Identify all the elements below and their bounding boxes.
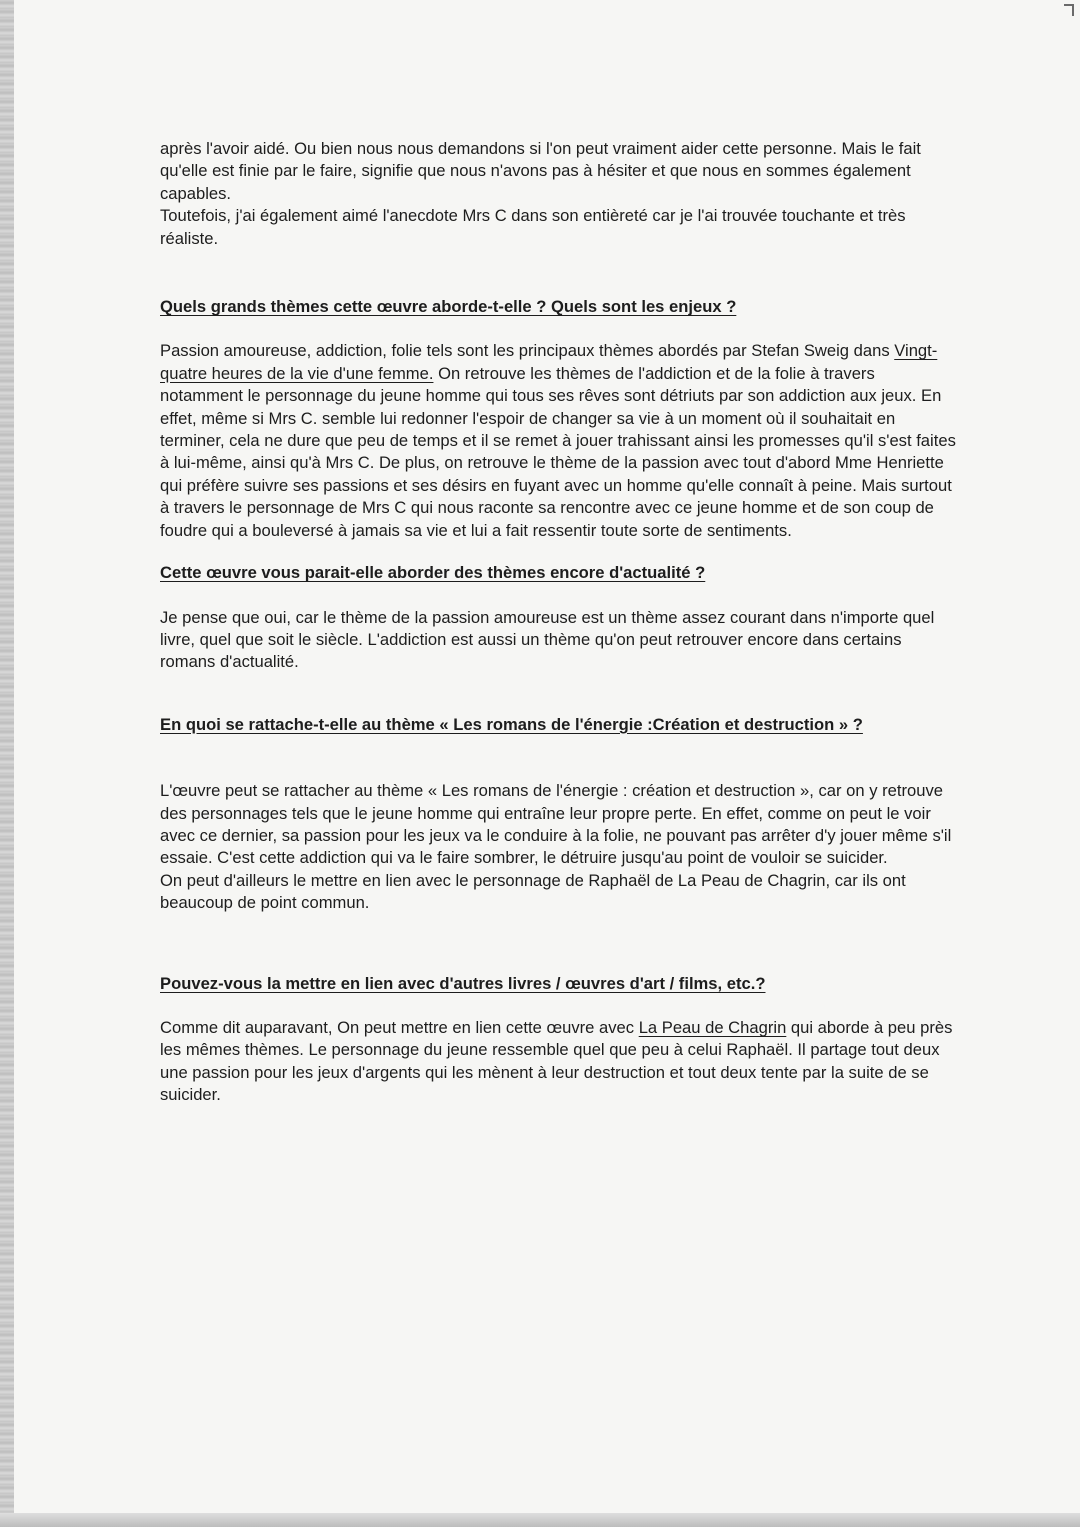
body-text: Passion amoureuse, addiction, folie tels sont les principaux thèmes abordés par Stefan Sweig dans — [160, 341, 895, 361]
document-body — [160, 138, 960, 1107]
page-corner-mark — [1064, 4, 1074, 16]
section-body-energie: L'œuvre peut se rattacher au thème « Les romans de l'énergie : création et destruction », car on y retrouve des personnages tels que le jeune homme qui entraîne leur propre perte. En effet, comme on peut le voir avec ce dernier, sa passion pour les jeux va le conduire à la folie, ne pouvant pas arrêter d'y jouer même s'il essaie. C'est cette addiction qui va le faire sombrer, le détruire jusqu'au point de vouloir se suicider. — [160, 781, 952, 868]
section-heading-energie: En quoi se rattache-t-elle au thème « Les romans de l'énergie :Création et destruction » ? — [160, 714, 863, 734]
section-body-actualite: Je pense que oui, car le thème de la passion amoureuse est un thème assez courant dans n'importe quel livre, quel que soit le siècle. L'addiction est aussi un thème qu'on peut retrouver encore dans certains romans d'actualité. — [160, 607, 935, 672]
section-heading-actualite: Cette œuvre vous parait-elle aborder des thèmes encore d'actualité ? — [160, 563, 706, 583]
section-body-energie-2: On peut d'ailleurs le mettre en lien avec le personnage de Raphaël de La Peau de Chagrin, car ils ont beaucoup de point commun. — [160, 870, 906, 913]
body-text: On retrouve les thèmes de l'addiction et de la folie à travers notamment le personnage du jeune homme qui tous ses rêves sont détriuts par son addiction aux jeux. En effet, même si Mrs C. semble lui redonner l'espoir de changer sa vie à un moment où il souhaitait en terminer, cela ne dure que peu de temps et il se remet à jouer trahissant ainsi les promesses qu'il s'est faites à lui-même, ainsi qu'à Mrs C. De plus, on retrouve le thème de la passion avec tout d'abord Mme Henriette qui préfère suivre ses passions et ses désirs en fuyant avec un homme qu'elle connaît à peine. Mais surtout à travers le personnage de Mrs C qui nous raconte sa rencontre avec ce jeune homme et de son coup de foudre qui a bouleversé à jamais sa vie et lui a fait ressentir toute sorte de sentiments. — [160, 363, 956, 540]
body-text: Comme dit auparavant, On peut mettre en lien cette œuvre avec — [160, 1017, 639, 1037]
section-heading-themes: Quels grands thèmes cette œuvre aborde-t-elle ? Quels sont les enjeux ? — [160, 297, 737, 317]
intro-paragraph-2: Toutefois, j'ai également aimé l'anecdote Mrs C dans son entièreté car je l'ai trouvée touchante et très réaliste. — [160, 206, 906, 248]
section-body-liens — [160, 1017, 960, 1107]
intro-paragraph-1: après l'avoir aidé. Ou bien nous nous demandons si l'on peut vraiment aider cette personne. Mais le fait qu'elle est finie par le faire, signifie que nous n'avons pas à hésiter et que nous en sommes également capables. — [160, 139, 921, 203]
section-heading-liens: Pouvez-vous la mettre en lien avec d'autres livres / œuvres d'art / films, etc.? — [160, 973, 766, 993]
book-title: Vingt-quatre heures de la vie d'une femme. — [160, 341, 938, 383]
page-bottom-edge — [0, 1513, 1080, 1527]
section-body-themes — [160, 340, 960, 542]
book-title: La Peau de Chagrin — [638, 1017, 787, 1037]
page-binding-edge — [0, 0, 14, 1527]
body-text: qui aborde à peu près les mêmes thèmes. Le personnage du jeune ressemble quel que peu à celui Raphaël. Il partage tout deux une passion pour les jeux d'argents qui les mènent à leur destruction et tout deux tente par la suite de se suicider. — [160, 1017, 953, 1105]
